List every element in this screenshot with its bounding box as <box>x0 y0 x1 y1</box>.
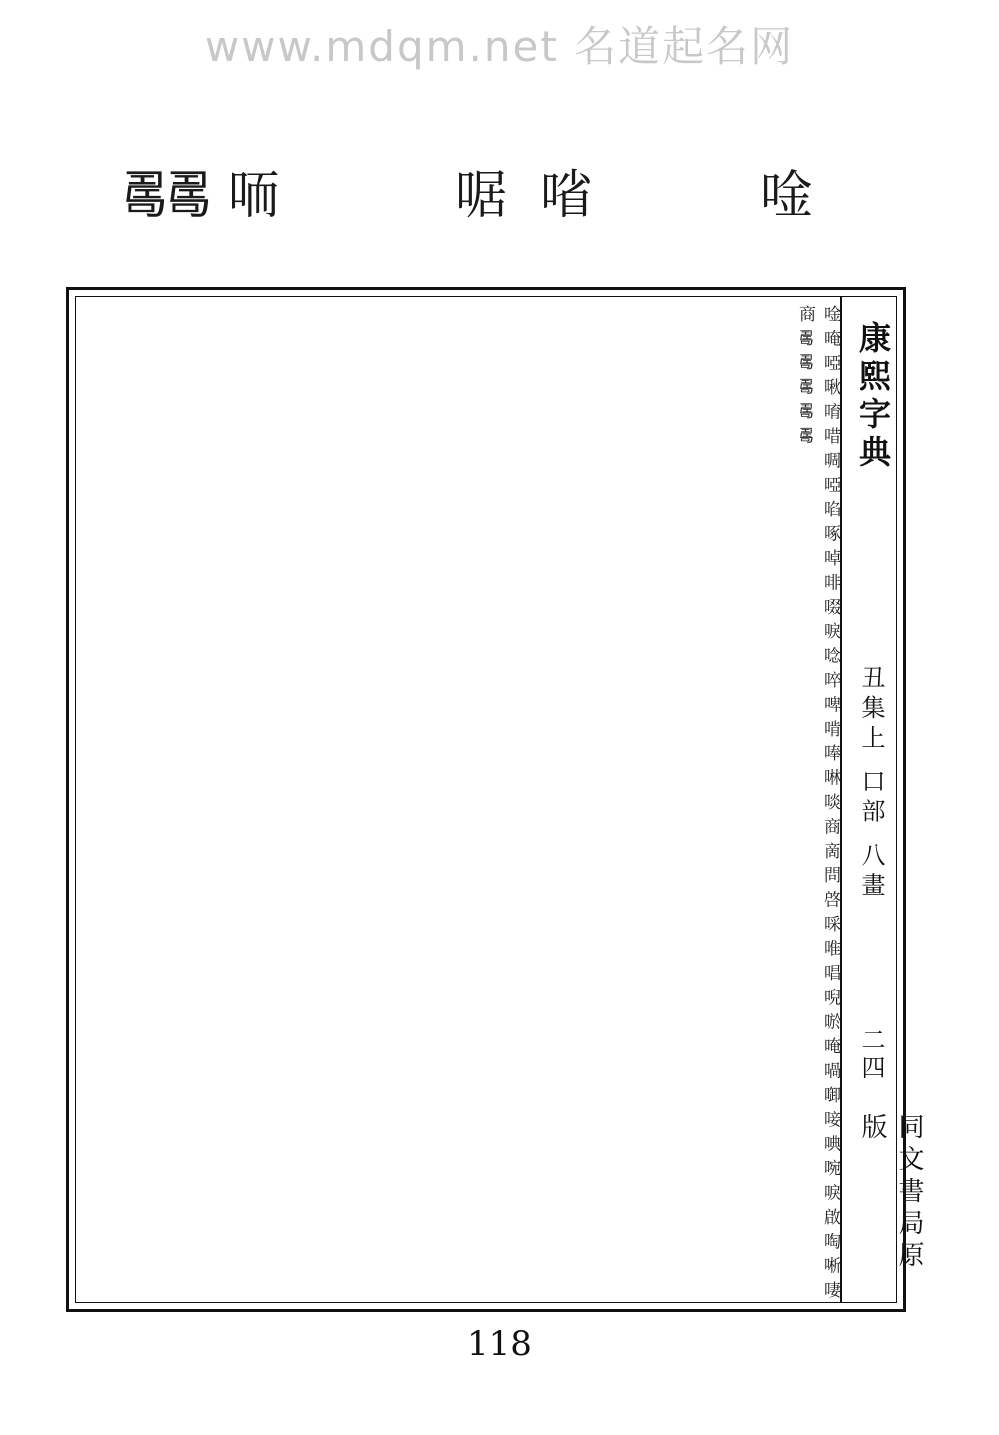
folio-number: 二四 <box>857 1027 885 1083</box>
seal-heading-1: 唫 <box>760 166 813 226</box>
seal-heading-2: 㗂 <box>540 166 593 226</box>
publisher-label: 同文書局原版 <box>857 1113 924 1273</box>
section-label: 丑集上 口部 八畫 <box>857 665 885 903</box>
page-frame-inner <box>75 296 924 1303</box>
page-frame <box>66 287 924 1312</box>
seal-heading-4: 㖇 <box>228 166 281 226</box>
dictionary-body: 唫 唵 啞 啾 唷 唶 啁 啞 啗 啄 啅 啡 啜 唳 唸 啐 啤 啃 唪 啉 啖 商 啇 問 啓 啋 唯 唱 唲 唹 唵 喎 啣 唼 唺 啘 唳 啟 啕 唽 啛 商 𠷎 𠷎 𠷎 𠷎 𠷎 <box>795 305 840 1300</box>
seal-heading-5: 𠷎 <box>162 166 215 226</box>
page-number: 118 <box>467 1324 532 1364</box>
page-sidebar <box>840 297 924 1302</box>
watermark: www.mdqm.net 名道起名网 <box>204 22 795 71</box>
book-title: 康熙字典 <box>854 321 892 473</box>
seal-heading-3: 啹 <box>455 166 508 226</box>
seal-heading-6: 𠷎 <box>118 166 171 226</box>
